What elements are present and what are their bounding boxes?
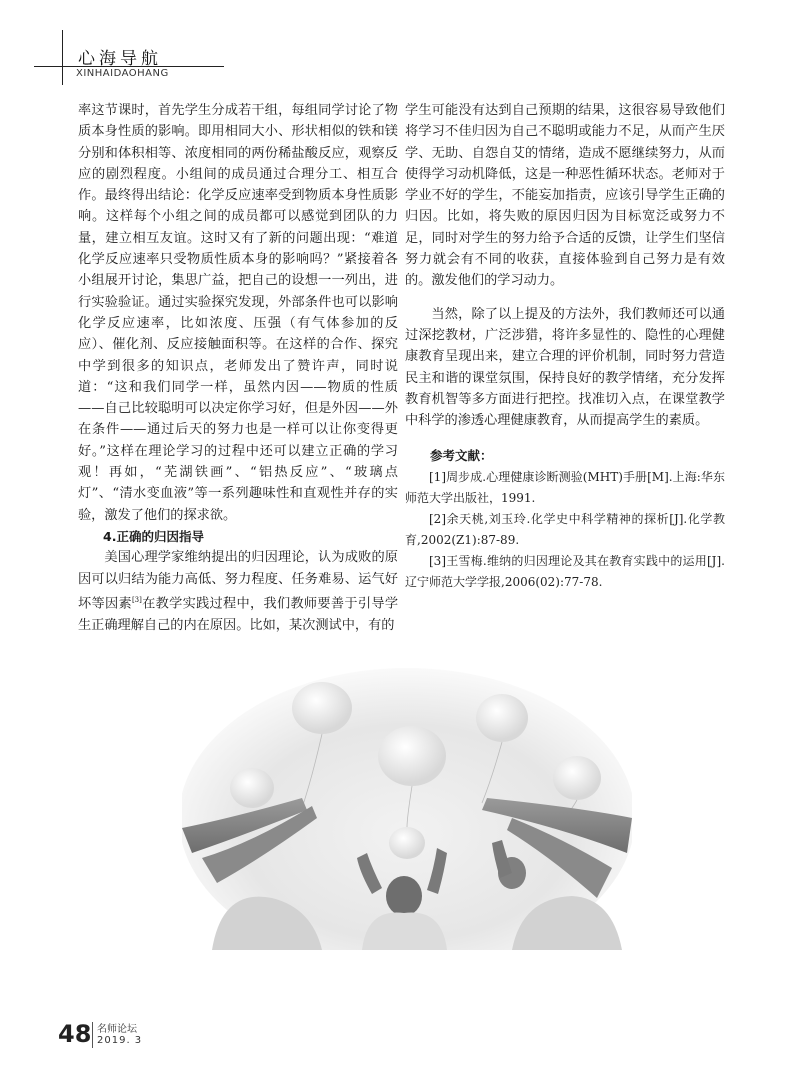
citation-marker: [3]: [131, 595, 142, 604]
reference-item: [1]周步成.心理健康诊断测验(MHT)手册[M].上海:华东师范大学出版社，1991.: [405, 469, 725, 505]
magazine-name: 名师论坛: [97, 1024, 137, 1035]
balloon: [553, 756, 601, 800]
paragraph: 学生可能没有达到自己预期的结果，这很容易导致他们将学习不佳归因为自己不聪明或能力不足，从而产生厌学、无助、自怨自艾的情绪，造成不愿继续努力，从而使得学习动机降低，这是一种恶性循环状态。老师对于学业不好的学生，不能妄加指责，应该引导学生正确的归因。比如，将失败的原因归因为目标宽泛或努力不足，同时对学生的努力给予合适的反馈，让学生们坚信努力就会有不同的收获，直接体验到自己努力是有效的。激发他们的学习动力。: [405, 103, 725, 289]
header-vertical-rule: [62, 30, 63, 85]
section-heading: 4.正确的归因指导: [103, 528, 204, 544]
balloon: [378, 726, 446, 786]
issue-date: 2019. 3: [97, 1035, 143, 1046]
section-title: 心海导航: [78, 49, 162, 69]
left-column: [78, 100, 398, 636]
paragraph: 率这节课时，首先学生分成若干组，每组同学讨论了物质本身性质的影响。即用相同大小、形状相似的铁和镁分别和体积相等、浓度相同的两份稀盐酸反应，观察反应的剧烈程度。小组间的成员通过合理分工、相互合作。最终得出结论：化学反应速率受到物质本身性质影响。这样每个小组之间的成员都可以感觉到团队的力量，建立相互友谊。这时又有了新的问题出现：“难道化学反应速率只受物质性质本身的影响吗？”紧接着各小组展开讨论，集思广益，把自己的设想一一列出，进行实验验证。通过实验探究发现，外部条件也可以影响化学反应速率，比如浓度、压强（有气体参加的反应）、催化剂、反应接触面积等。在这样的合作、探究中学到很多的知识点，老师发出了赞许声，同时说道：“这和我们同学一样，虽然内因——物质的性质——自己比较聪明可以决定你学习好，但是外因——外在条件——通过后天的努力也是一样可以让你变得更好。”这样在理论学习的过程中还可以建立正确的学习观！再如，“芜湖铁画”、“铝热反应”、“玻璃点灯”、“清水变血液”等一系列趣味性和直观性并存的实验，激发了他们的探求欲。: [78, 103, 398, 523]
footer-divider: [92, 1022, 93, 1048]
page-number: 48: [58, 1020, 92, 1048]
person-head: [386, 876, 422, 916]
reference-item: [2]余天桃,刘玉玲.化学史中科学精神的探析[J].化学教育,2002(Z1):87-89.: [405, 511, 725, 547]
reference-item: [3]王雪梅.维纳的归因理论及其在教育实践中的运用[J].辽宁师范大学学报,2006(02):77-78.: [405, 553, 725, 589]
page-header: [0, 0, 800, 90]
balloons-photo: [182, 668, 632, 950]
balloon: [389, 827, 425, 859]
paragraph-text: 在教学实践过程中，我们教师要善于引导学生正确理解自己的内在原因。比如，某次测试中，有的: [78, 596, 399, 633]
references-title: 参考文献：: [430, 448, 493, 464]
right-column: [405, 100, 725, 593]
balloon: [292, 682, 352, 734]
section-subtitle: XINHAIDAOHANG: [76, 68, 169, 79]
paragraph-text: 美国心理学家维纳提出的归因理论，认为成败的原因可以归结为能力高低、努力程度、任务难易、运气好坏等因素: [78, 550, 398, 612]
paragraph: 当然，除了以上提及的方法外，我们教师还可以通过深挖教材，广泛涉猎，将许多显性的、隐性的心理健康教育呈现出来，建立合理的评价机制，同时努力营造民主和谐的课堂氛围，保持良好的教学情绪，充分发挥教育机智等多方面进行把控。找准切入点，在课堂教学中科学的渗透心理健康教育，从而提高学生的素质。: [405, 306, 725, 429]
balloon: [230, 768, 274, 808]
paragraph: [78, 547, 398, 636]
balloon: [476, 694, 528, 742]
